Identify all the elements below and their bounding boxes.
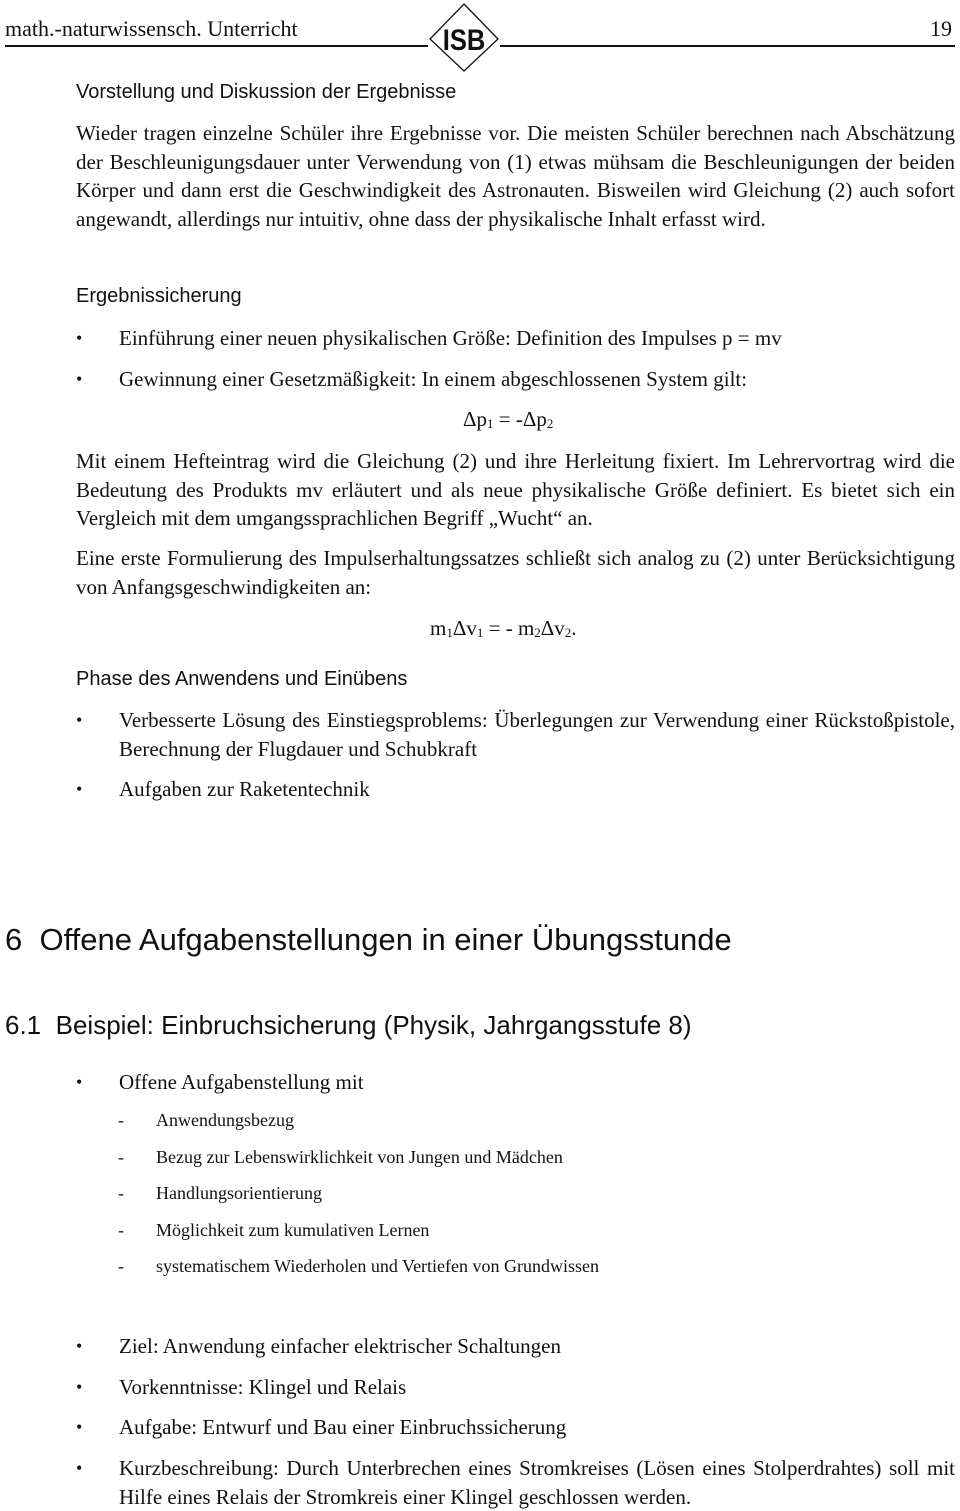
svg-text:ISB: ISB (442, 23, 486, 57)
bullet-icon: • (76, 710, 83, 730)
sub-list-item: - systematischem Wiederholen und Vertiefen von Grundwissen (118, 1256, 600, 1276)
list-item (76, 324, 955, 353)
bullet-icon: • (76, 779, 83, 799)
bullet-icon: • (76, 369, 83, 389)
bullet-icon: • (76, 1458, 83, 1478)
running-title: math.-naturwissensch. Unterricht (5, 16, 298, 41)
bullet-icon: • (76, 1377, 83, 1397)
list-item-text: Offene Aufgabenstellung mit (119, 1070, 364, 1094)
list-item-text: Aufgaben zur Raketentechnik (119, 777, 370, 801)
list-item-text: Ziel: Anwendung einfacher elektrischer Schaltungen (119, 1334, 562, 1358)
list-item (76, 365, 955, 394)
sub-list-item: - Bezug zur Lebenswirklichkeit von Jungen und Mädchen (118, 1147, 563, 1167)
sub-list-item: - Anwendungsbezug (118, 1110, 294, 1130)
subchapter-heading: 6.1 Beispiel: Einbruchsicherung (Physik, Jahrgangsstufe 8) (5, 1010, 692, 1040)
list-item (76, 1373, 955, 1402)
list-item-text: Aufgabe: Entwurf und Bau einer Einbruchssicherung (119, 1415, 567, 1439)
list-item (76, 1413, 955, 1442)
list-item-text: Einführung einer neuen physikalischen Größe: Definition des Impulses p = mv (119, 326, 782, 350)
paragraph: Wieder tragen einzelne Schüler ihre Ergebnisse vor. Die meisten Schüler berechnen nach Abschätzung der Beschleunigungsdauer unter Verwendung von (1) etwas mühsam die Beschleunigungen der beiden Körper und dann erst die Geschwindigkeit des Astronauten. Bisweilen wird Gleichung (2) auch sofort angewandt, allerdings nur intuitiv, ohne dass der physikalische Inhalt erfasst wird. (76, 121, 955, 231)
section-heading: Phase des Anwendens und Einübens (76, 668, 408, 690)
list-item (76, 775, 955, 804)
section-heading: Ergebnissicherung (76, 285, 242, 307)
bullet-icon: • (76, 1417, 83, 1437)
isb-logo (428, 2, 500, 72)
list-item-text: Verbesserte Lösung des Einstiegsproblems: Überlegungen zur Verwendung einer Rückstoßpistole, Berechnung der Flugdauer und Schubkraft (119, 708, 955, 761)
bullet-icon: • (76, 328, 83, 348)
list-item (76, 706, 955, 763)
bullet-icon: • (76, 1336, 83, 1356)
list-item (76, 1332, 955, 1361)
sub-list-item: - Handlungsorientierung (118, 1183, 322, 1203)
header-rule-right (500, 45, 955, 47)
sub-list-item: - Möglichkeit zum kumulativen Lernen (118, 1220, 430, 1240)
section-heading: Vorstellung und Diskussion der Ergebnisse (76, 81, 457, 103)
list-item-text: Kurzbeschreibung: Durch Unterbrechen eines Stromkreises (Lösen eines Stolperdrahtes) soll mit Hilfe eines Relais der Stromkreis einer Klingel geschlossen werden. (119, 1456, 955, 1509)
list-item-text: Gewinnung einer Gesetzmäßigkeit: In einem abgeschlossenen System gilt: (119, 367, 748, 391)
list-item (76, 1068, 955, 1097)
page-number: 19 (930, 16, 952, 41)
list-item-text: Vorkenntnisse: Klingel und Relais (119, 1375, 407, 1399)
paragraph: Mit einem Hefteintrag wird die Gleichung (2) und ihre Herleitung fixiert. Im Lehrervortrag wird die Bedeutung des Produkts mv erläutert und als neue physikalische Größe definiert. Es bietet sich ein Vergleich mit dem umgangssprachlichen Begriff „Wucht“ an. (76, 449, 955, 531)
paragraph: Eine erste Formulierung des Impulserhaltungssatzes schließt sich analog zu (2) unter Berücksichtigung von Anfangsgeschwindigkeiten an: (76, 546, 955, 599)
chapter-heading: 6 Offene Aufgabenstellungen in einer Übungsstunde (5, 922, 732, 957)
equation-conservation: $m_1\Delta v_1$ = - $m_2\Delta v_2$. (430, 616, 577, 640)
header-rule-left (5, 45, 428, 47)
list-item (76, 1454, 955, 1511)
bullet-icon: • (76, 1072, 83, 1092)
equation-momentum: $\Delta p_1 = -\Delta p_2$ (463, 407, 554, 431)
